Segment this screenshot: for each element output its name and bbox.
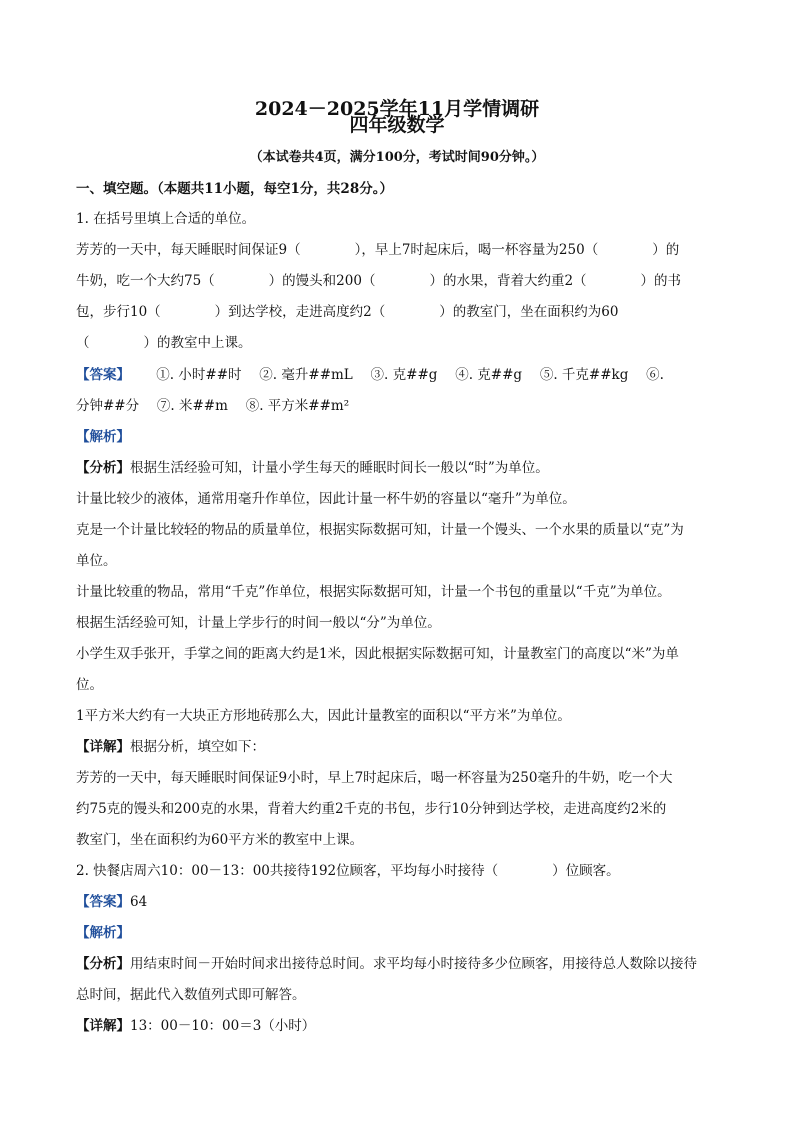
fenxi-text: 用结束时间－开始时间求出接待总时间。求平均每小时接待多少位顾客，用接待总人数除以接待 xyxy=(130,956,697,972)
answer-label: 【答案】 xyxy=(76,367,130,383)
q1-analysis-line: 根据生活经验可知，计量上学步行的时间一般以“分”为单位。 xyxy=(76,615,441,631)
analysis-label: 【解析】 xyxy=(76,925,130,941)
answer-text: 64 xyxy=(130,894,148,910)
answer-text: ①. 小时##时 ②. 毫升##mL ③. 克##g ④. 克##g ⑤. 千克##kg ⑥. xyxy=(156,367,664,383)
q2-stem: 2. 快餐店周六10：00－13：00共接待192位顾客，平均每小时接待（ ）位顾客。 xyxy=(76,863,620,879)
exam-subject: 四年级数学 xyxy=(349,114,445,136)
xiangjie-label: 【详解】 xyxy=(76,1018,130,1034)
q1-detail-line: 约75克的馒头和200克的水果，背着大约重2千克的书包，步行10分钟到达学校，走进高度约2米的 xyxy=(76,801,667,817)
fenxi-label: 【分析】 xyxy=(76,460,130,476)
exam-info: （本试卷共4页，满分100分，考试时间90分钟。） xyxy=(249,150,545,165)
q1-stem: 1. 在括号里填上合适的单位。 xyxy=(76,211,256,227)
q1-text-line: 牛奶，吃一个大约75（ ）的馒头和200（ ）的水果，背着大约重2（ ）的书 xyxy=(76,273,682,289)
q1-analysis-line: 克是一个计量比较轻的物品的质量单位，根据实际数据可知，计量一个馒头、一个水果的质量以“克”为 xyxy=(76,522,684,538)
analysis-label: 【解析】 xyxy=(76,429,130,445)
fenxi-text: 根据生活经验可知，计量小学生每天的睡眠时间长一般以“时”为单位。 xyxy=(130,460,549,476)
section-heading: 一、填空题。（本题共11小题，每空1分，共28分。） xyxy=(76,181,393,197)
q1-analysis-line: 小学生双手张开，手掌之间的距离大约是1米，因此根据实际数据可知，计量教室门的高度以“米”为单 xyxy=(76,646,679,662)
q1-analysis-line: 位。 xyxy=(76,677,103,693)
xiangjie-text: 根据分析，填空如下： xyxy=(130,739,265,755)
q1-detail-line: 芳芳的一天中，每天睡眠时间保证9小时，早上7时起床后，喝一杯容量为250毫升的牛奶，吃一个大 xyxy=(76,770,673,786)
q1-analysis-line: 计量比较重的物品，常用“千克”作单位，根据实际数据可知，计量一个书包的重量以“千克”为单位。 xyxy=(76,584,671,600)
q1-analysis-line: 计量比较少的液体，通常用毫升作单位，因此计量一杯牛奶的容量以“毫升”为单位。 xyxy=(76,491,576,507)
xiangjie-label: 【详解】 xyxy=(76,739,130,755)
q2-analysis-line: 总时间，据此代入数值列式即可解答。 xyxy=(76,987,306,1003)
q1-analysis-line: 1平方米大约有一大块正方形地砖那么大，因此计量教室的面积以“平方米”为单位。 xyxy=(76,708,571,724)
q1-analysis-line xyxy=(76,459,726,477)
q2-analysis-line xyxy=(76,955,726,973)
q1-answer-line: 分钟##分 ⑦. 米##m ⑧. 平方米##m² xyxy=(76,398,350,414)
q1-analysis-line: 单位。 xyxy=(76,553,117,569)
fenxi-label: 【分析】 xyxy=(76,956,130,972)
q1-text-line: 芳芳的一天中，每天睡眠时间保证9（ ），早上7时起床后，喝一杯容量为250（ ）的 xyxy=(76,242,680,258)
exam-title: 2024－2025学年11月学情调研 xyxy=(254,98,540,120)
q1-detail-line: 教室门，坐在面积约为60平方米的教室中上课。 xyxy=(76,832,364,848)
q1-detail-line xyxy=(76,738,726,756)
q2-detail-line xyxy=(76,1017,726,1035)
xiangjie-text: 13：00－10：00＝3（小时） xyxy=(130,1018,316,1034)
q1-text-line: （ ）的教室中上课。 xyxy=(76,335,252,351)
q1-answer-line xyxy=(76,366,726,384)
answer-label: 【答案】 xyxy=(76,894,130,910)
q2-answer-line xyxy=(76,893,726,911)
q1-text-line: 包，步行10（ ）到达学校，走进高度约2（ ）的教室门，坐在面积约为60 xyxy=(76,304,619,320)
